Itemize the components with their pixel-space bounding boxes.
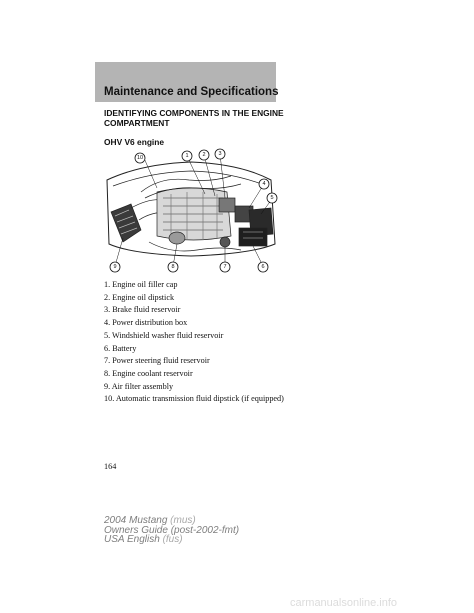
svg-text:6: 6 (261, 264, 265, 270)
legend-item: 1. Engine oil filler cap (104, 280, 178, 289)
callout-4 (259, 179, 269, 189)
callout-5 (267, 193, 277, 203)
footer-language-code: (fus) (162, 534, 183, 546)
svg-text:1: 1 (185, 153, 189, 159)
legend-item: 9. Air filter assembly (104, 381, 174, 391)
svg-text:2: 2 (202, 152, 206, 158)
page-number: 164 (104, 462, 117, 471)
page-title: Maintenance and Specifications (104, 86, 279, 98)
footer-model: 2004 Mustang (104, 515, 168, 526)
legend-item: 10. Automatic transmission fluid dipstick (if equipped) (104, 394, 284, 404)
footer-line-3 (104, 535, 239, 545)
svg-text:8: 8 (171, 264, 175, 270)
footer-language: USA English (104, 534, 160, 546)
section-heading (104, 109, 284, 129)
callout-6 (258, 262, 268, 272)
engine-type-heading: OHV V6 engine (104, 137, 165, 147)
legend-item: 5. Windshield washer fluid reservoir (104, 330, 224, 340)
legend-item: 6. Battery (104, 343, 137, 353)
legend-item: 7. Power steering fluid reservoir (104, 356, 210, 366)
legend-item: 2. Engine oil dipstick (104, 292, 175, 302)
engine-compartment-diagram (101, 146, 281, 276)
svg-text:9: 9 (113, 264, 117, 270)
svg-text:10: 10 (136, 155, 144, 161)
svg-text:7: 7 (223, 264, 227, 270)
svg-text:4: 4 (262, 181, 266, 187)
callout-3 (215, 149, 225, 159)
document-footer (104, 516, 239, 545)
callout-9 (110, 262, 120, 272)
component-legend (104, 280, 284, 407)
legend-item: 4. Power distribution box (104, 318, 188, 328)
section-heading-line-1: IDENTIFYING COMPONENTS IN THE ENGINE (104, 108, 284, 118)
engine-illustration (107, 162, 275, 256)
callout-2 (199, 150, 209, 160)
callout-8 (168, 262, 178, 272)
callout-10 (135, 153, 145, 163)
footer-model-code: (mus) (170, 515, 196, 526)
footer-line-2: Owners Guide (post-2002-fmt) (104, 524, 240, 536)
callout-1 (182, 151, 192, 161)
callout-7 (220, 262, 230, 272)
svg-text:3: 3 (218, 151, 222, 157)
legend-item: 8. Engine coolant reservoir (104, 368, 193, 378)
legend-item: 3. Brake fluid reservoir (104, 305, 181, 315)
site-watermark: carmanualsonline.info (290, 597, 398, 609)
svg-text:5: 5 (270, 195, 274, 201)
section-heading-line-2: COMPARTMENT (104, 117, 170, 128)
